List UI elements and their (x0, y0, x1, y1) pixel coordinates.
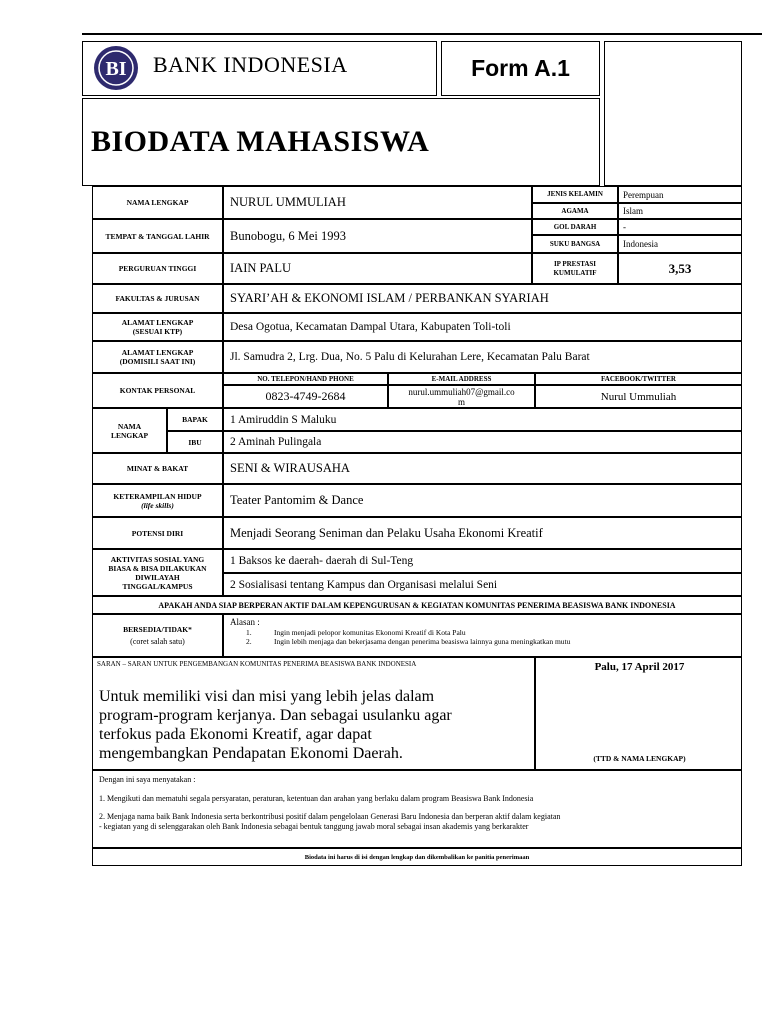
label-nama-orang-tua (92, 408, 167, 453)
saran-line-3: terfokus pada Ekonomi Kreatif, agar dapat (99, 726, 372, 743)
reason-1-num: 1. (246, 628, 252, 637)
signature-label: (TTD & NAMA LENGKAP) (593, 754, 686, 763)
value-potensi-diri: Menjadi Seorang Seniman dan Pelaku Usaha Ekonomi Kreatif (223, 517, 742, 549)
value-email-line2: m (457, 396, 465, 407)
value-email (388, 385, 535, 408)
value-ibu: 2 Aminah Pulingala (223, 431, 742, 453)
reason-2-num: 2. (246, 637, 252, 646)
label-minat-bakat: MINAT & BAKAT (92, 453, 223, 484)
value-agama: Islam (618, 203, 742, 219)
statement-point-2-line1: 2. Menjaga nama baik Bank Indonesia serta berkontribusi positif dalam pengelolaan Generasi Baru Indonesia dan berperan aktif dalam kegiatan (99, 812, 561, 821)
value-tempat-tanggal-lahir: Bunobogu, 6 Mei 1993 (223, 219, 532, 253)
photo-box (604, 41, 742, 186)
main-form (92, 186, 742, 866)
label-gol-darah: GOL DARAH (532, 219, 618, 235)
value-minat-bakat: SENI & WIRAUSAHA (223, 453, 742, 484)
reason-1 (230, 628, 735, 637)
header-bank-box (82, 41, 437, 96)
label-suku-bangsa: SUKU BANGSA (532, 235, 618, 253)
label-keterampilan (92, 484, 223, 517)
value-alamat-kip: Desa Ogotua, Kecamatan Dampal Utara, Kabupaten Toli-toli (223, 313, 742, 341)
statement-box (92, 770, 742, 848)
label-alamat-kip-line1: ALAMAT LENGKAP (121, 318, 194, 327)
saran-line-4: mengembangkan Pendapatan Ekonomi Daerah. (99, 745, 403, 762)
reason-2 (230, 637, 735, 646)
bank-name: BANK INDONESIA (153, 52, 348, 77)
value-suku-bangsa: Indonesia (618, 235, 742, 253)
label-perguruan-tinggi: PERGURUAN TINGGI (92, 253, 223, 284)
label-alamat-domisili-line2: (DOMISILI SAAT INI) (119, 357, 196, 366)
signature-box (535, 657, 742, 770)
label-keterampilan-line1: KETERAMPILAN HIDUP (113, 491, 202, 501)
statement-point-2-line2: - kegiatan yang di selenggarakan oleh Bank Indonesia sebagai bentuk tanggung jawab moral sebagai insan akademis yang berkarakter (99, 822, 529, 831)
label-kontak-personal: KONTAK PERSONAL (92, 373, 223, 408)
bank-indonesia-logo (94, 46, 138, 90)
header-email: E-MAIL ADDRESS (388, 373, 535, 385)
label-fakultas-jurusan: FAKULTAS & JURUSAN (92, 284, 223, 313)
svg-text:BI: BI (105, 58, 127, 80)
value-perguruan-tinggi: IAIN PALU (223, 253, 532, 284)
label-alamat-domisili (92, 341, 223, 373)
title-box (82, 98, 600, 186)
label-nama-orang-tua-line2: LENGKAP (110, 430, 149, 440)
saran-line-1: Untuk memiliki visi dan misi yang lebih jelas dalam (99, 688, 435, 705)
page-title: BIODATA MAHASISWA (91, 125, 430, 158)
label-potensi-diri: POTENSI DIRI (92, 517, 223, 549)
choice-note: (coret salah satu) (130, 637, 185, 646)
label-keterampilan-line2: (life skills) (141, 500, 174, 510)
alasan-label: Alasan : (230, 617, 260, 627)
label-tempat-tanggal-lahir: TEMPAT & TANGGAL LAHIR (92, 219, 223, 253)
reason-2-text: Ingin lebih menjaga dan bekerjasama dengan penerima beasiswa lainnya guna meningkatkan mutu (274, 637, 571, 646)
commitment-question: APAKAH ANDA SIAP BERPERAN AKTIF DALAM KEPENGURUSAN & KEGIATAN KOMUNITAS PENERIMA BEASISWA BANK INDONESIA (92, 596, 742, 614)
choice-label: BERSEDIA/TIDAK* (123, 625, 192, 634)
value-phone: 0823-4749-2684 (223, 385, 388, 408)
bi-logo-icon (96, 48, 136, 88)
value-nama-lengkap: NURUL UMMULIAH (223, 186, 532, 219)
label-bapak: BAPAK (167, 408, 223, 431)
label-alamat-kip-line2: (SESUAI KTP) (132, 327, 183, 336)
value-fakultas-jurusan: SYARI’AH & EKONOMI ISLAM / PERBANKAN SYARIAH (223, 284, 742, 313)
label-agama: AGAMA (532, 203, 618, 219)
value-aktivitas-2: 2 Sosialisasi tentang Kampus dan Organisasi melalui Seni (223, 573, 742, 596)
label-alamat-kip (92, 313, 223, 341)
label-aktivitas-sosial: AKTIVITAS SOSIAL YANG BIASA & BISA DILAKUKAN DIWILAYAH TINGGAL/KAMPUS (92, 549, 223, 596)
value-jenis-kelamin: Perempuan (618, 186, 742, 203)
value-keterampilan: Teater Pantomim & Dance (223, 484, 742, 517)
statement-intro: Dengan ini saya menyatakan : (99, 775, 196, 784)
form-code-box (441, 41, 600, 96)
saran-text (99, 687, 452, 763)
header-social: FACEBOOK/TWITTER (535, 373, 742, 385)
statement-point-1: 1. Mengikuti dan mematuhi segala persyaratan, peraturan, ketentuan dan arahan yang berlaku dalam program Beasiswa Bank Indonesia (99, 794, 534, 803)
value-social: Nurul Ummuliah (535, 385, 742, 408)
commitment-reasons (223, 614, 742, 657)
label-ibu: IBU (167, 431, 223, 453)
form-code: Form A.1 (471, 55, 570, 81)
top-rule (82, 33, 762, 35)
value-email-line1: nurul.ummuliah07@gmail.co (408, 386, 515, 397)
label-nama-orang-tua-line1: NAMA (117, 421, 142, 431)
value-bapak: 1 Amiruddin S Maluku (223, 408, 742, 431)
value-aktivitas-1: 1 Baksos ke daerah- daerah di Sul-Teng (223, 549, 742, 573)
label-ip-prestasi: IP PRESTASI KUMULATIF (532, 253, 618, 284)
label-jenis-kelamin: JENIS KELAMIN (532, 186, 618, 203)
header-phone: NO. TELEPON/HAND PHONE (223, 373, 388, 385)
value-alamat-domisili: Jl. Samudra 2, Lrg. Dua, No. 5 Palu di Kelurahan Lere, Kecamatan Palu Barat (223, 341, 742, 373)
value-gol-darah: - (618, 219, 742, 235)
saran-box (92, 657, 535, 770)
reason-1-text: Ingin menjadi pelopor komunitas Ekonomi Kreatif di Kota Palu (274, 628, 466, 637)
saran-line-2: program-program kerjanya. Dan sebagai usulanku agar (99, 707, 452, 724)
footer-note: Biodata ini harus di isi dengan lengkap dan dikembalikan ke panitia penerimaan (92, 848, 742, 866)
label-nama-lengkap: NAMA LENGKAP (92, 186, 223, 219)
value-ip-prestasi: 3,53 (618, 253, 742, 284)
commitment-choice (92, 614, 223, 657)
place-date: Palu, 17 April 2017 (594, 661, 685, 673)
saran-label: SARAN – SARAN UNTUK PENGEMBANGAN KOMUNITAS PENERIMA BEASISWA BANK INDONESIA (97, 660, 417, 668)
label-alamat-domisili-line1: ALAMAT LENGKAP (121, 348, 194, 357)
